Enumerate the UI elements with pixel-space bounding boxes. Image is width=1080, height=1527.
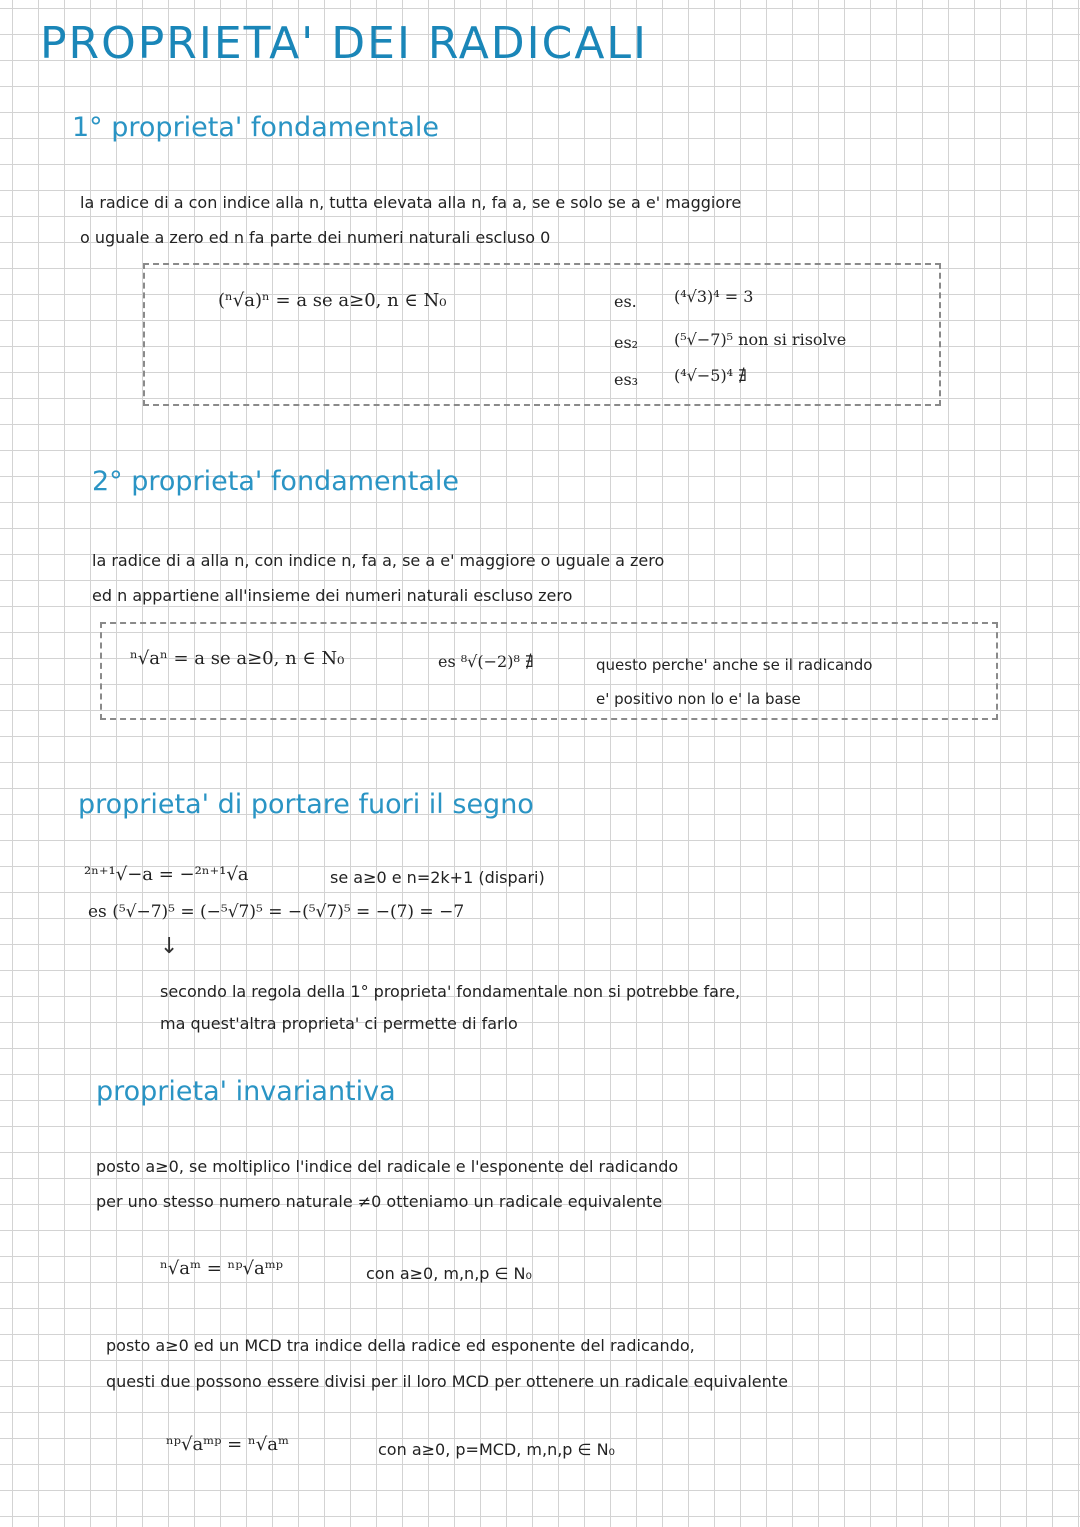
section4-text2-line1: posto a≥0 ed un MCD tra indice della radice ed esponente del radicando, [106, 1336, 695, 1355]
section1-heading: 1° proprieta' fondamentale [72, 112, 440, 143]
section1-example3: (⁴√−5)⁴ ∄ [674, 366, 747, 385]
section3-note-line1: secondo la regola della 1° proprieta' fondamentale non si potrebbe fare, [160, 982, 741, 1001]
section4-text2-line2: questi due possono essere divisi per il loro MCD per ottenere un radicale equivalente [106, 1372, 788, 1391]
section2-note-line2: e' positivo non lo e' la base [596, 690, 801, 708]
section1-text-line1: la radice di a con indice alla n, tutta elevata alla n, fa a, se e solo se a e' maggiore [80, 193, 742, 212]
section2-example: es ⁸√(−2)⁸ ∄ [438, 652, 534, 671]
section3-heading: proprieta' di portare fuori il segno [78, 789, 534, 820]
section1-example2-label: es₂ [614, 333, 639, 352]
section2-text-line2: ed n appartiene all'insieme dei numeri naturali escluso zero [92, 586, 573, 605]
section4-text-line1: posto a≥0, se moltiplico l'indice del radicale e l'esponente del radicando [96, 1157, 679, 1176]
section3-example: es (⁵√−7)⁵ = (−⁵√7)⁵ = −(⁵√7)⁵ = −(7) = −7 [88, 902, 465, 922]
section1-formula: (ⁿ√a)ⁿ = a se a≥0, n ∈ N₀ [218, 290, 447, 311]
section1-example2: (⁵√−7)⁵ non si risolve [674, 330, 847, 349]
section2-text-line1: la radice di a alla n, con indice n, fa a, se a e' maggiore o uguale a zero [92, 551, 665, 570]
section3-note-line2: ma quest'altra proprieta' ci permette di farlo [160, 1014, 518, 1033]
section1-example1: (⁴√3)⁴ = 3 [674, 287, 754, 306]
section4-formula2: ⁿᵖ√aᵐᵖ = ⁿ√aᵐ [166, 1434, 289, 1455]
section4-condition: con a≥0, m,n,p ∈ N₀ [366, 1264, 532, 1283]
section2-heading: 2° proprieta' fondamentale [92, 466, 460, 497]
section4-text-line2: per uno stesso numero naturale ≠0 otteniamo un radicale equivalente [96, 1192, 663, 1211]
section4-heading: proprieta' invariantiva [96, 1076, 396, 1107]
section1-text-line2: o uguale a zero ed n fa parte dei numeri naturali escluso 0 [80, 228, 551, 247]
section4-condition2: con a≥0, p=MCD, m,n,p ∈ N₀ [378, 1440, 615, 1459]
section4-formula: ⁿ√aᵐ = ⁿᵖ√aᵐᵖ [160, 1258, 283, 1279]
section2-note-line1: questo perche' anche se il radicando [596, 656, 873, 674]
page-title: PROPRIETA' DEI RADICALI [40, 18, 648, 69]
section3-formula: ²ⁿ⁺¹√−a = −²ⁿ⁺¹√a [84, 864, 249, 885]
down-arrow-icon: ↓ [160, 934, 179, 959]
section2-formula: ⁿ√aⁿ = a se a≥0, n ∈ N₀ [130, 648, 345, 669]
section1-example1-label: es. [614, 292, 637, 311]
section3-condition: se a≥0 e n=2k+1 (dispari) [330, 868, 545, 887]
section1-example3-label: es₃ [614, 370, 639, 389]
